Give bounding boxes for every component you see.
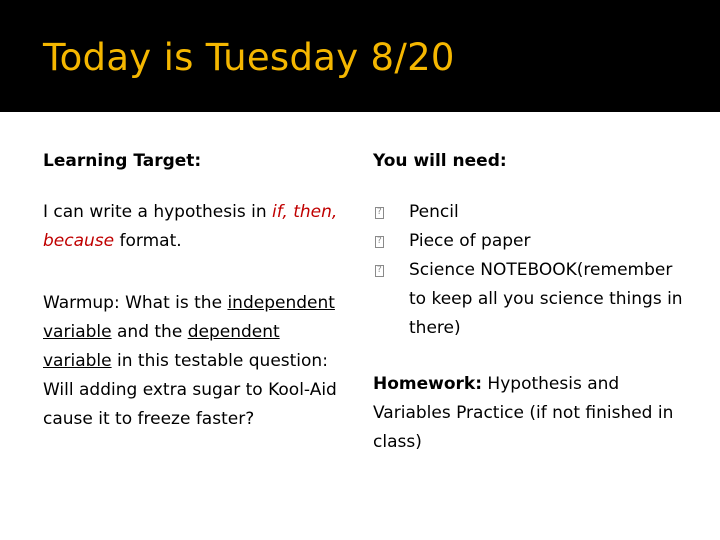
target-italic: if, then, because bbox=[43, 202, 338, 251]
homework-description: Hypothesis and Variables Practice (if not finished in class) bbox=[373, 374, 674, 452]
warmup-part3: in this testable question: Will adding extra sugar to Kool-Aid cause it to freeze faster? bbox=[43, 351, 337, 429]
list-item bbox=[373, 198, 693, 227]
learning-target-text bbox=[43, 198, 353, 256]
warmup-text bbox=[43, 289, 353, 434]
you-will-need-heading: You will need: bbox=[373, 151, 507, 171]
list-item-label: Science NOTEBOOK(remember to keep all you science things in there) bbox=[409, 260, 683, 338]
missing-glyph-bullet-icon bbox=[375, 265, 384, 277]
list-item bbox=[373, 256, 693, 343]
left-column bbox=[43, 147, 353, 434]
list-item-label: Pencil bbox=[409, 202, 459, 222]
warmup-part2: and the bbox=[111, 322, 188, 342]
homework-label: Homework: bbox=[373, 374, 483, 394]
homework-text bbox=[373, 370, 693, 457]
missing-glyph-bullet-icon bbox=[375, 207, 384, 219]
target-prefix: I can write a hypothesis in bbox=[43, 202, 272, 222]
warmup-part1: Warmup: What is the bbox=[43, 293, 228, 313]
slide-title: Today is Tuesday 8/20 bbox=[43, 36, 455, 79]
warmup-underline-dependent: dependent variable bbox=[43, 322, 280, 371]
warmup-underline-independent: independent variable bbox=[43, 293, 335, 342]
right-column bbox=[373, 147, 693, 457]
learning-target-heading: Learning Target: bbox=[43, 151, 202, 171]
supplies-list bbox=[373, 198, 693, 343]
missing-glyph-bullet-icon bbox=[375, 236, 384, 248]
title-bar bbox=[0, 0, 720, 112]
list-item bbox=[373, 227, 693, 256]
target-suffix: format. bbox=[114, 231, 182, 251]
list-item-label: Piece of paper bbox=[409, 231, 531, 251]
